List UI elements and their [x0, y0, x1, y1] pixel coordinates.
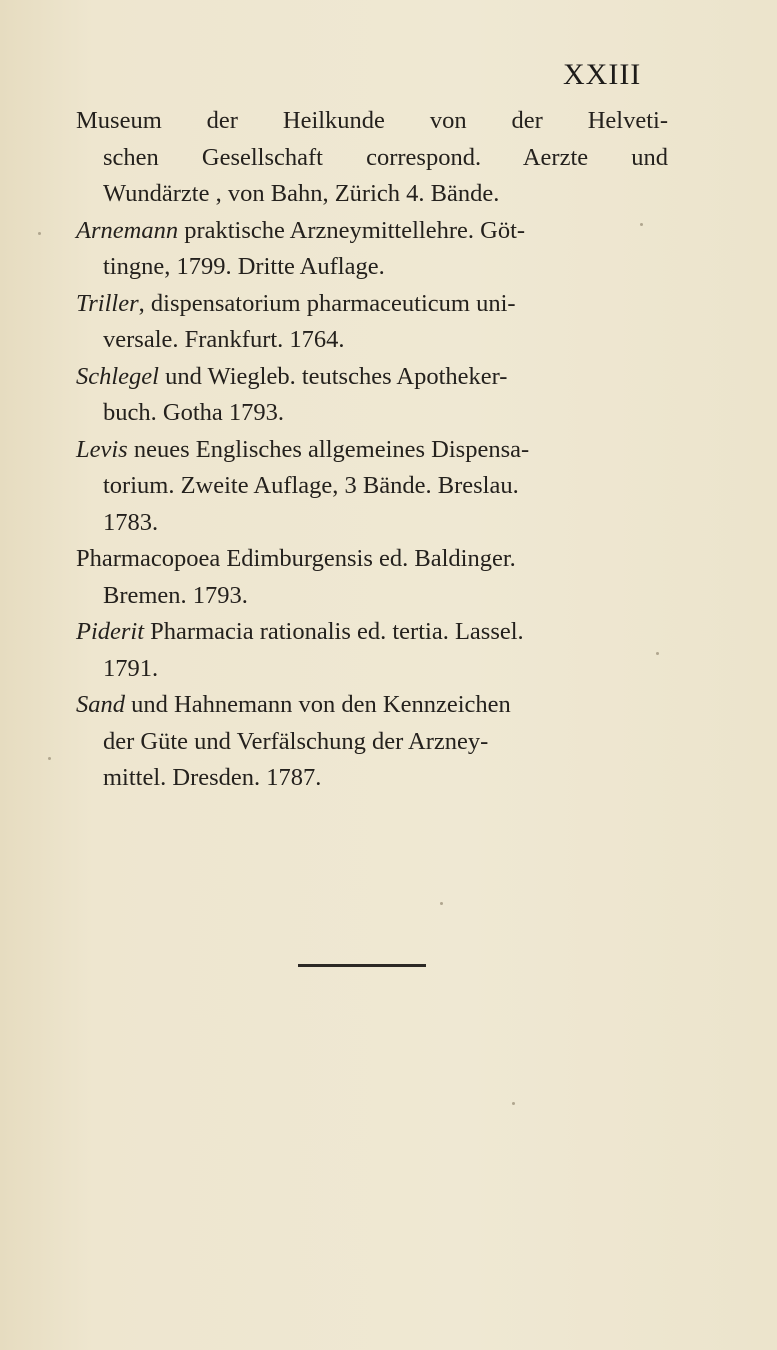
- entry-line: Wundärzte , von Bahn, Zürich 4. Bände.: [103, 180, 500, 207]
- bibliography-entry: [76, 103, 668, 213]
- entry-line: neues Englisches allgemeines Dispensa-: [127, 435, 530, 463]
- bibliography-entry: [76, 359, 668, 432]
- entry-line: der Güte und Verfälschung der Arzney-: [103, 727, 489, 755]
- paper-speck: [512, 1102, 515, 1105]
- entry-line: Pharmacia rationalis ed. tertia. Lassel.: [144, 618, 524, 645]
- entry-author: Schlegel: [76, 362, 159, 390]
- page-number: XXIII: [563, 58, 642, 91]
- bibliography-list: [76, 103, 668, 797]
- entry-first-line: [76, 614, 668, 651]
- entry-first-line: [76, 687, 668, 724]
- bibliography-entry: [76, 687, 668, 797]
- entry-first-line: [76, 432, 668, 469]
- entry-line: buch. Gotha 1793.: [103, 399, 284, 426]
- entry-line: mittel. Dresden. 1787.: [103, 764, 322, 791]
- entry-line: Bremen. 1793.: [103, 581, 248, 609]
- entry-line: Pharmacopoea Edimburgensis ed. Baldinger.: [76, 545, 516, 572]
- entry-line: und Hahnemann von den Kennzeichen: [125, 691, 511, 718]
- bibliography-entry: [76, 541, 668, 614]
- paper-speck: [48, 757, 51, 760]
- paper-speck: [640, 223, 643, 226]
- entry-author: Arnemann: [76, 216, 179, 244]
- paper-speck: [440, 902, 443, 905]
- entry-author: Levis: [76, 435, 128, 463]
- entry-author: Triller: [76, 289, 139, 317]
- entry-first-line: [76, 213, 668, 250]
- paper-speck: [656, 652, 659, 655]
- section-end-rule: [298, 964, 426, 967]
- entry-author: Sand: [76, 691, 125, 718]
- entry-line: versale. Frankfurt. 1764.: [103, 326, 345, 353]
- bibliography-entry: [76, 614, 668, 687]
- entry-line: schen Gesellschaft correspond. Aerzte und: [103, 143, 668, 171]
- entry-first-line: [76, 286, 668, 323]
- entry-line: tingne, 1799. Dritte Auflage.: [103, 253, 385, 280]
- entry-line: 1791.: [103, 654, 159, 682]
- entry-line: Museum der Heilkunde von der Helveti-: [76, 107, 668, 134]
- entry-author: Piderit: [76, 618, 145, 645]
- bibliography-entry: [76, 213, 668, 286]
- entry-line: und Wiegleb. teutsches Apotheker-: [159, 362, 508, 390]
- entry-line: , dispensatorium pharmaceuticum uni-: [138, 289, 516, 317]
- entry-first-line: [76, 359, 668, 396]
- entry-line: torium. Zweite Auflage, 3 Bände. Breslau.: [103, 472, 519, 499]
- paper-speck: [38, 232, 41, 235]
- bibliography-entry: [76, 286, 668, 359]
- bibliography-entry: [76, 432, 668, 542]
- entry-line: 1783.: [103, 508, 159, 536]
- entry-line: praktische Arzneymittellehre. Göt-: [178, 216, 526, 244]
